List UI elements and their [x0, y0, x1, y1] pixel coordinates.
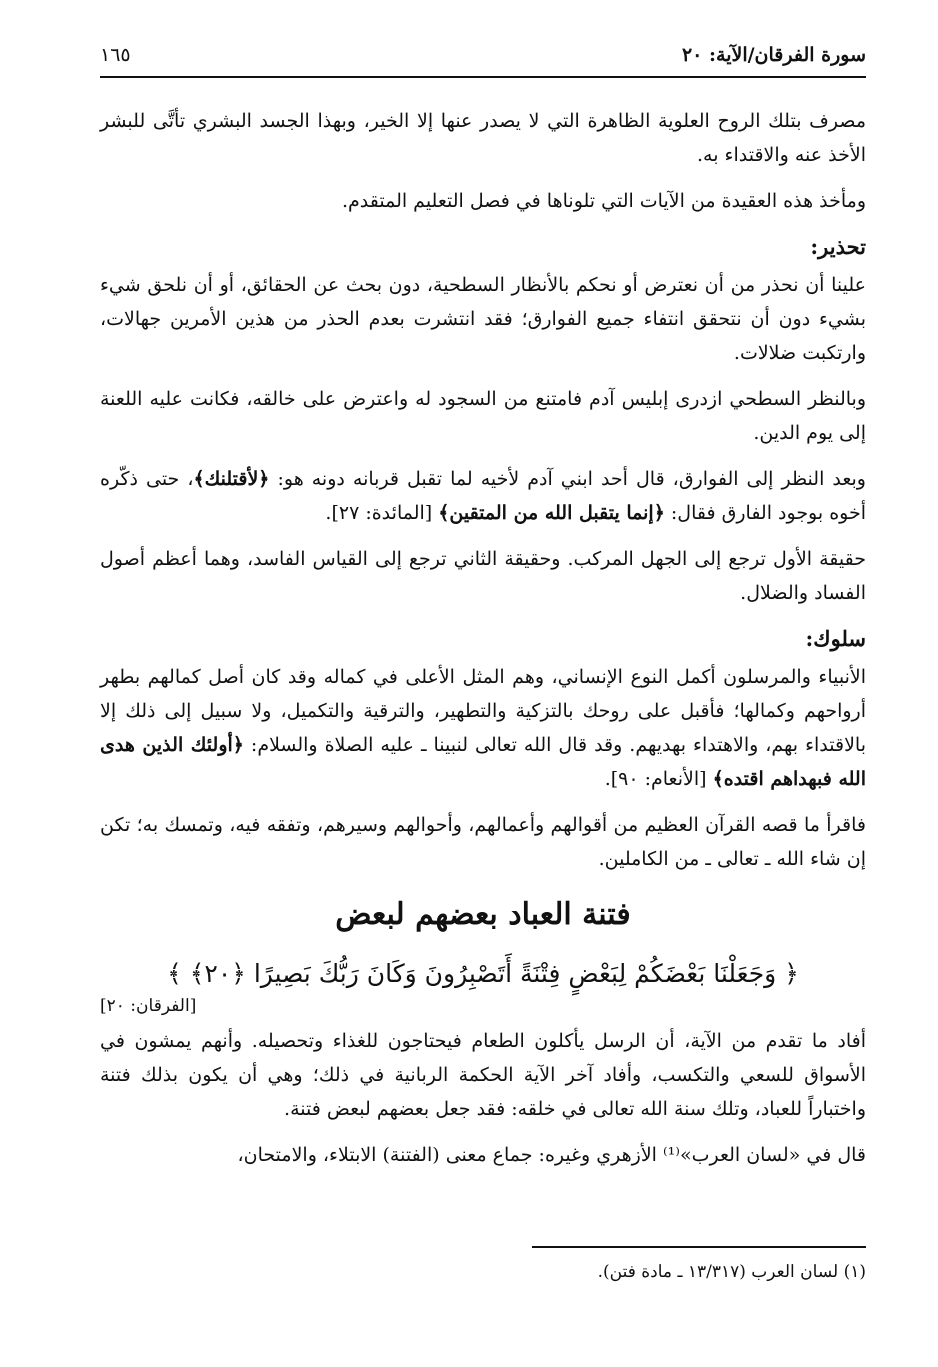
text-run: وبعد النظر إلى الفوارق، قال أحد ابني آدم لأخيه لما تقبل قربانه دونه هو:: [269, 468, 866, 490]
paragraph: ومأخذ هذه العقيدة من الآيات التي تلوناها في فصل التعليم المتقدم.: [341, 190, 866, 212]
verse-reference: [الفرقان: ٢٠]: [100, 996, 197, 1016]
quran-verse: ﴿ وَجَعَلْنَا بَعْضَكُمْ لِبَعْضٍ فِتْنَةً أَتَصْبِرُونَ وَكَانَ رَبُّكَ بَصِيرًا ﴿٢٠﴾ ﴾: [167, 959, 799, 988]
paragraph: مصرف بتلك الروح العلوية الظاهرة التي لا يصدر عنها إلا الخير، وبهذا الجسد البشري تأتَّى للبشر الأخذ عنه والاقتداء به.: [100, 110, 866, 166]
text-run: ، حتى ذكّره أخوه بوجود الفارق فقال:: [100, 468, 866, 524]
section-title: فتنة العباد بعضهم لبعض: [335, 897, 631, 932]
header-title: سورة الفرقان/الآية: ٢٠: [681, 44, 866, 66]
quran-quote: ﴿أولئك الذين هدى الله فبهداهم اقتده﴾: [100, 734, 866, 790]
paragraph: [100, 462, 866, 530]
text-run: [المائدة: ٢٧].: [325, 502, 439, 524]
page-body: [100, 104, 866, 1184]
paragraph: وبالنظر السطحي ازدرى إبليس آدم فامتنع من السجود له واعترض على خالقه، فكانت عليه اللعنة إلى يوم الدين.: [100, 388, 866, 444]
footnote-divider: [532, 1246, 866, 1248]
paragraph: [100, 660, 866, 796]
paragraph: أفاد ما تقدم من الآية، أن الرسل يأكلون الطعام فيحتاجون للغذاء وتحصيله. وأنهم يمشون في الأسواق للسعي والتكسب، وأفاد آخر الآية الحكمة الربانية في ذلك؛ وهي أن يكون بذلك فتنة واختباراً للعباد، وتلك سنة الله تعالى في خلقه: فقد جعل بعضهم لبعض فتنة.: [100, 1030, 866, 1120]
text-run: [الأنعام: ٩٠].: [604, 768, 713, 790]
page-number: ١٦٥: [100, 44, 131, 66]
heading-tahdhir: تحذير:: [810, 234, 866, 259]
paragraph: حقيقة الأول ترجع إلى الجهل المركب. وحقيقة الثاني ترجع إلى القياس الفاسد، وهما أعظم أصول الفساد والضلال.: [100, 548, 866, 604]
quran-quote: ﴿إنما يتقبل الله من المتقين﴾: [438, 502, 665, 524]
heading-suluk: سلوك:: [805, 626, 866, 651]
paragraph: قال في «لسان العرب»⁽¹⁾ الأزهري وغيره: جماع معنى (الفتنة) الابتلاء، والامتحان،: [237, 1144, 866, 1166]
text-run: الأنبياء والمرسلون أكمل النوع الإنساني، وهم المثل الأعلى في كماله وقد كان أصل كمالهم بطهر أرواحهم وكمالها؛ فأقبل على روحك بالتزكية والتطهير، والترقية والتكميل، ولا سبيل إلى ذلك إلا بالاقتداء بهم، والاهتداء بهديهم. وقد قال الله تعالى لنبينا ـ عليه الصلاة والسلام:: [100, 666, 866, 756]
paragraph: فاقرأ ما قصه القرآن العظيم من أقوالهم وأعمالهم، وأحوالهم وسيرهم، وتفقه فيه، وتمسك به؛ تكن إن شاء الله ـ تعالى ـ من الكاملين.: [100, 814, 866, 870]
quran-quote: ﴿لأقتلنك﴾: [193, 468, 270, 490]
footnote: (١) لسان العرب (١٣/٣١٧ ـ مادة فتن).: [597, 1262, 866, 1282]
paragraph: علينا أن نحذر من أن نعترض أو نحكم بالأنظار السطحية، دون بحث عن الحقائق، أو أن نلحق شيء بشيء دون أن نتحقق انتفاء جميع الفوارق؛ فقد انتشرت بعدم الحذر من هذين الأمرين جهالات، وارتكبت ضلالات.: [100, 274, 866, 364]
running-header: [100, 40, 866, 78]
